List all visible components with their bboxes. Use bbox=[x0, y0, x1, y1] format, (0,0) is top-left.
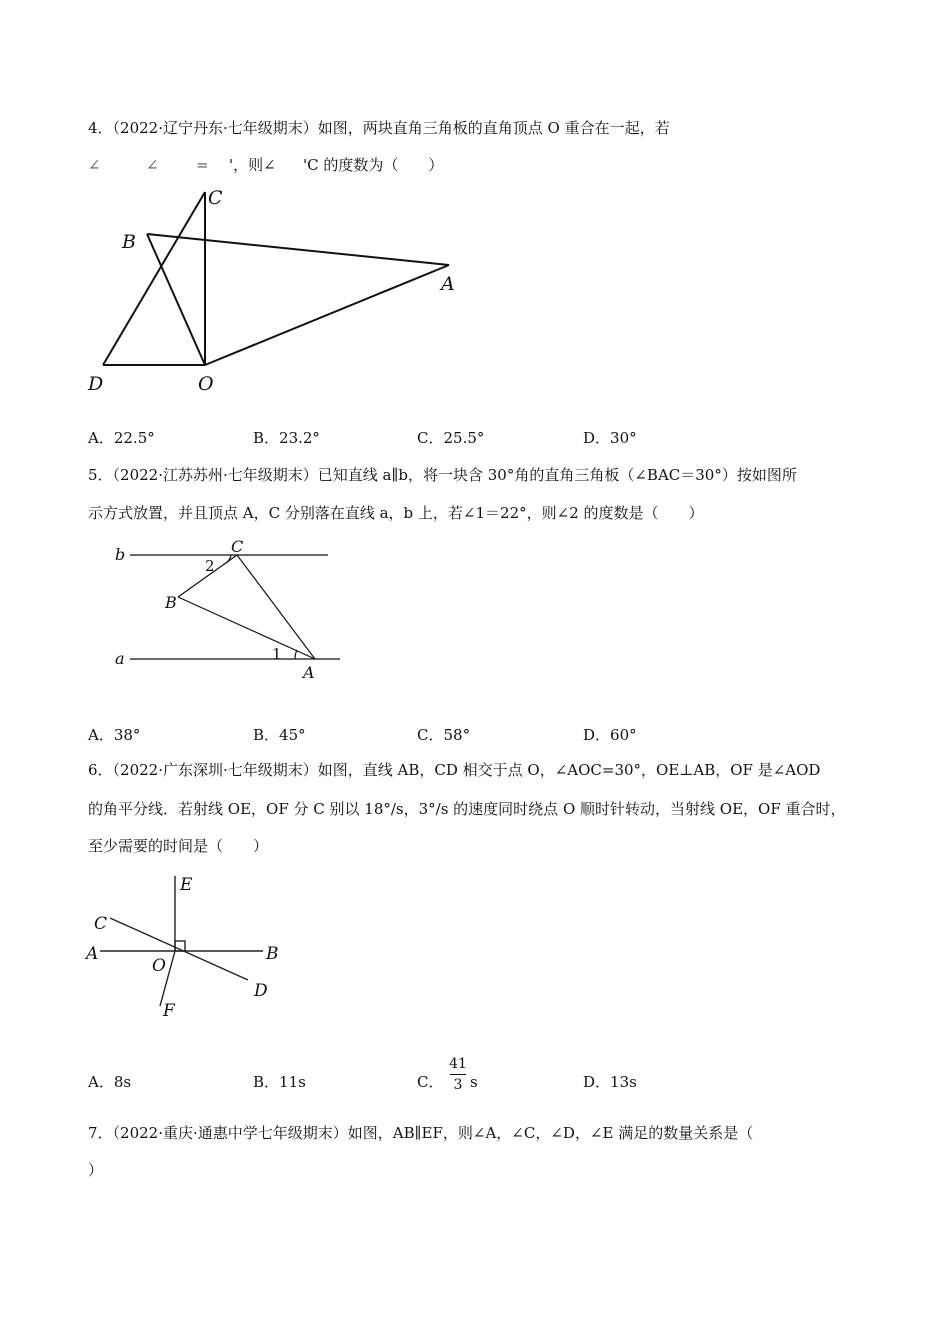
q6-label-F: F bbox=[163, 1001, 175, 1021]
q4-option-d[interactable]: D．30° bbox=[583, 429, 637, 447]
q6-option-c[interactable] bbox=[417, 1072, 443, 1092]
q5-option-c[interactable]: C．58° bbox=[417, 726, 471, 744]
q5-label-2: 2 bbox=[205, 557, 215, 575]
q5-angle-2-arc bbox=[226, 555, 231, 563]
q6-option-a[interactable]: A．8s bbox=[88, 1073, 132, 1091]
q5-label-b: b bbox=[115, 545, 126, 564]
q5-label-B: B bbox=[165, 593, 177, 612]
q4-figure bbox=[80, 180, 480, 400]
q4-stem-fragment-c: = bbox=[196, 156, 209, 174]
q5-angle-1-arc bbox=[295, 650, 297, 659]
q4-option-c[interactable]: C．25.5° bbox=[417, 429, 485, 447]
q5-label-C: C bbox=[231, 537, 244, 556]
q6-label-E: E bbox=[180, 875, 193, 895]
q5-label-1: 1 bbox=[272, 645, 282, 663]
q5-edge-CA bbox=[237, 555, 315, 659]
q5-option-d[interactable]: D．60° bbox=[583, 726, 637, 744]
q4-option-a[interactable]: A．22.5° bbox=[88, 429, 155, 447]
q4-stem-fragment-e: 'C 的度数为（ ） bbox=[303, 156, 444, 174]
q4-edge-BA bbox=[147, 234, 449, 265]
q4-stem-fragment-b: ∠ bbox=[146, 156, 159, 174]
q4-stem-fragment-a: ∠ bbox=[88, 156, 101, 174]
q4-label-O: O bbox=[198, 373, 214, 395]
q5-option-a[interactable]: A．38° bbox=[88, 726, 141, 744]
q6-stem-line2: 的角平分线．若射线 OE，OF 分 C 别以 18°/s，3°/s 的速度同时绕点 O 顺时针转动，当射线 OE，OF 重合时， bbox=[88, 800, 846, 818]
q4-option-b[interactable]: B．23.2° bbox=[253, 429, 320, 447]
q6-line-CD bbox=[110, 918, 248, 980]
q6-option-c-unit: s bbox=[470, 1073, 478, 1091]
q6-stem-line1: 6．（2022·广东深圳·七年级期末）如图，直线 AB，CD 相交于点 O，∠AOC=30°，OE⊥AB，OF 是∠AOD bbox=[88, 761, 821, 779]
q4-stem-line1: 4．（2022·辽宁丹东·七年级期末）如图，两块直角三角板的直角顶点 O 重合在一起，若 bbox=[88, 119, 670, 137]
q5-label-A: A bbox=[303, 663, 315, 682]
q6-label-C: C bbox=[94, 914, 108, 934]
q6-option-d[interactable]: D．13s bbox=[583, 1073, 637, 1091]
q4-edge-DC bbox=[103, 192, 205, 365]
q4-edge-OA bbox=[205, 265, 449, 365]
q6-figure bbox=[80, 870, 300, 1030]
q4-label-D: D bbox=[88, 373, 104, 395]
q6-option-c-denominator: 3 bbox=[453, 1077, 463, 1093]
q6-stem-line3: 至少需要的时间是（ ） bbox=[88, 837, 269, 855]
q6-option-c-prefix: C． bbox=[417, 1073, 444, 1091]
q4-label-B: B bbox=[122, 231, 136, 253]
q5-figure bbox=[110, 535, 390, 685]
q4-label-A: A bbox=[441, 273, 455, 295]
q6-option-b[interactable]: B．11s bbox=[253, 1073, 306, 1091]
q4-stem-fragment-d: '，则∠ bbox=[229, 156, 276, 174]
q6-option-c-numerator: 41 bbox=[449, 1056, 467, 1072]
q6-option-c-fraction bbox=[446, 1056, 470, 1093]
q5-option-b[interactable]: B．45° bbox=[253, 726, 306, 744]
q5-edge-BA bbox=[178, 597, 315, 659]
q7-stem-line1: 7．（2022·重庆·通惠中学七年级期末）如图，AB∥EF，则∠A，∠C，∠D，∠E 满足的数量关系是（ bbox=[88, 1124, 754, 1142]
q6-label-B: B bbox=[266, 944, 279, 964]
q4-label-C: C bbox=[208, 187, 223, 209]
q5-stem-line2: 示方式放置，并且顶点 A，C 分别落在直线 a，b 上，若∠1＝22°，则∠2 的度数是（ ） bbox=[88, 504, 704, 522]
q7-stem-line2: ） bbox=[88, 1161, 104, 1179]
q5-stem-line1: 5．（2022·江苏苏州·七年级期末）已知直线 a∥b，将一块含 30°角的直角三角板（∠BAC＝30°）按如图所 bbox=[88, 466, 797, 484]
q6-label-A: A bbox=[86, 944, 99, 964]
q6-label-O: O bbox=[152, 956, 166, 976]
q5-label-a: a bbox=[115, 649, 125, 668]
q4-edge-BO bbox=[147, 234, 205, 365]
q6-label-D: D bbox=[254, 981, 268, 1001]
q6-option-c-fraction-bar bbox=[450, 1074, 466, 1075]
